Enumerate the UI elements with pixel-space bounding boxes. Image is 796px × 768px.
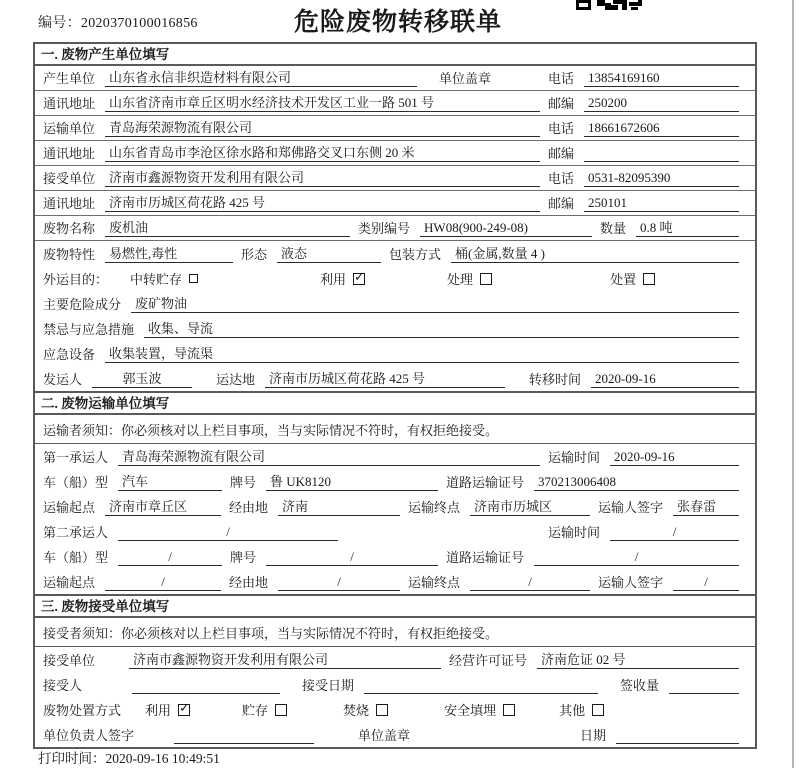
address-label: 通讯地址 [43, 146, 96, 161]
producer-address-field: 山东省济南市章丘区明水经济技术开发区工业一路 501 号 [105, 92, 540, 112]
quantity-field: 0.8 吨 [636, 217, 739, 237]
carrier-signature-label: 运输人签字 [598, 500, 664, 515]
carrier-signature-label: 运输人签字 [598, 575, 664, 590]
disposal-option-storage [242, 700, 287, 719]
form-state-field: 液态 [277, 243, 381, 263]
address-label: 通讯地址 [43, 196, 96, 211]
emergency-equipment-field: 收集装置，导流渠 [105, 343, 739, 363]
receiver-unit-label: 接受单位 [43, 171, 96, 186]
receiving-unit-label: 接受单位 [43, 653, 96, 668]
row-first-vehicle [35, 469, 755, 494]
row-receiver-unit [35, 166, 755, 191]
transporter-notice: 运输者须知：你必须核对以上栏目事项，当与实际情况不符时，有权拒绝接受。 [35, 415, 755, 444]
manager-signature-label: 单位负责人签字 [43, 728, 135, 743]
row-transporter-unit [35, 116, 755, 141]
packing-field: 桶(金属,数量 4 ) [451, 243, 739, 263]
date-label: 日期 [580, 728, 607, 743]
left-column [43, 142, 548, 162]
first-carrier-field: 青岛海荣源物流有限公司 [118, 446, 540, 466]
disposal-utilize-checkbox [178, 704, 190, 716]
disposal-option-other [559, 700, 604, 719]
first-vehicle-type-field: 汽车 [118, 471, 222, 491]
row-manager-signature [35, 722, 755, 747]
receiver-phone-field: 0531-82095390 [584, 170, 739, 187]
transfer-time-field: 2020-09-16 [591, 371, 739, 388]
waste-traits-label: 废物特性 [43, 247, 96, 262]
row-receiving-unit [35, 647, 755, 672]
receiver-person-field [132, 679, 280, 694]
left-column [43, 117, 548, 137]
purpose-option-dispose [610, 269, 655, 288]
qr-code-icon [576, 0, 642, 11]
waste-name-field: 废机油 [105, 217, 350, 237]
left-column [43, 167, 548, 187]
document-number-value: 2020370100016856 [80, 16, 198, 31]
second-endpoint-field: / [470, 574, 590, 591]
second-carrier-field: / [118, 524, 338, 541]
row-second-route [35, 569, 755, 594]
plate-number-label: 牌号 [230, 550, 257, 565]
second-road-permit-field: / [534, 549, 739, 566]
section-transporter [35, 391, 755, 594]
dispose-checkbox [643, 273, 655, 285]
phone-label: 电话 [548, 171, 575, 186]
disposal-option-landfill [444, 700, 515, 719]
main-hazard-field: 废矿物油 [131, 293, 739, 313]
quantity-label: 数量 [600, 221, 627, 236]
first-road-permit-field: 370213006408 [534, 474, 739, 491]
row-waste-traits [35, 241, 755, 266]
checkbox-label: 安全填埋 [444, 703, 497, 718]
section-producer [35, 44, 755, 391]
date-field [616, 729, 739, 744]
section2-title: 二. 废物运输单位填写 [35, 393, 755, 415]
second-vehicle-type-field: / [118, 549, 222, 566]
license-number-label: 经营许可证号 [449, 653, 528, 668]
producer-phone-field: 13854169160 [584, 70, 739, 87]
second-carrier-signature-field: / [673, 574, 739, 591]
transfer-purpose-label: 外运目的： [43, 272, 109, 287]
left-column [43, 446, 548, 466]
purpose-option-transfer-storage [130, 269, 198, 288]
first-via-field: 济南 [278, 496, 400, 516]
row-waste-name [35, 216, 755, 241]
zip-label: 邮编 [548, 146, 575, 161]
row-transfer-purpose [35, 266, 755, 291]
taboo-measures-label: 禁忌与应急措施 [43, 322, 135, 337]
print-time-label: 打印时间： [38, 751, 106, 766]
row-receiver-person [35, 672, 755, 697]
purpose-option-utilize [320, 269, 365, 288]
endpoint-label: 运输终点 [408, 500, 461, 515]
print-time-value: 2020-09-16 10:49:51 [105, 751, 220, 766]
left-column [43, 92, 548, 112]
receiver-notice: 接受者须知：你必须核对以上栏目事项，当与实际情况不符时，有权拒绝接受。 [35, 618, 755, 647]
unit-seal-label: 单位盖章 [439, 71, 492, 86]
second-origin-field: / [105, 574, 221, 591]
shipper-label: 发运人 [43, 372, 83, 387]
origin-label: 运输起点 [43, 575, 96, 590]
first-plate-number-field: 鲁 UK8120 [266, 471, 438, 491]
transfer-storage-checkbox [189, 274, 198, 283]
section1-title: 一. 废物产生单位填写 [35, 44, 755, 66]
vehicle-type-label: 车（船）型 [43, 550, 109, 565]
row-second-vehicle [35, 544, 755, 569]
transporter-unit-field: 青岛海荣源物流有限公司 [105, 117, 540, 137]
waste-traits-field: 易燃性,毒性 [105, 243, 233, 263]
row-producer-address [35, 91, 755, 116]
license-number-field: 济南危证 02 号 [537, 649, 739, 669]
checkbox-label: 利用 [145, 703, 172, 718]
row-producer-unit [35, 66, 755, 91]
category-code-label: 类别编号 [358, 221, 411, 236]
treat-checkbox [480, 273, 492, 285]
receiver-unit-field: 济南市鑫源物资开发利用有限公司 [105, 167, 540, 187]
receive-date-field [364, 679, 598, 694]
checkbox-label: 中转贮存 [130, 272, 183, 287]
transporter-zip-field [584, 147, 739, 162]
zip-label: 邮编 [548, 96, 575, 111]
first-endpoint-field: 济南市历城区 [470, 496, 590, 516]
plate-number-label: 牌号 [230, 475, 257, 490]
disposal-incinerate-checkbox [376, 704, 388, 716]
receiver-address-field: 济南市历城区荷花路 425 号 [105, 192, 540, 212]
origin-label: 运输起点 [43, 500, 96, 515]
row-taboo-measures [35, 316, 755, 341]
form-state-label: 形态 [241, 247, 268, 262]
row-first-route [35, 494, 755, 519]
row-transporter-address [35, 141, 755, 166]
producer-unit-label: 产生单位 [43, 71, 96, 86]
disposal-storage-checkbox [275, 704, 287, 716]
disposal-other-checkbox [592, 704, 604, 716]
first-carrier-label: 第一承运人 [43, 450, 109, 465]
road-permit-label: 道路运输证号 [446, 475, 525, 490]
producer-zip-field: 250200 [584, 95, 739, 112]
page-edge-line [792, 0, 794, 768]
utilize-checkbox [353, 273, 365, 285]
checkbox-label: 处理 [447, 272, 474, 287]
zip-label: 邮编 [548, 196, 575, 211]
via-label: 经由地 [229, 575, 269, 590]
row-main-hazard [35, 291, 755, 316]
receive-date-label: 接受日期 [302, 678, 355, 693]
row-second-carrier [35, 519, 755, 544]
signed-amount-label: 签收量 [620, 678, 660, 693]
page-title: 危险废物转移联单 [293, 9, 502, 36]
transport-time-label: 运输时间 [548, 525, 601, 540]
transporter-phone-field: 18661672606 [584, 120, 739, 137]
category-code-field: HW08(900-249-08) [420, 220, 592, 237]
receiver-zip-field: 250101 [584, 195, 739, 212]
second-carrier-label: 第二承运人 [43, 525, 109, 540]
checkbox-label: 贮存 [242, 703, 269, 718]
disposal-landfill-checkbox [503, 704, 515, 716]
disposal-option-utilize [145, 700, 190, 719]
producer-unit-field: 山东省永信非织造材料有限公司 [105, 67, 417, 87]
destination-field: 济南市历城区荷花路 425 号 [265, 368, 505, 388]
second-via-field: / [278, 574, 400, 591]
phone-label: 电话 [548, 71, 575, 86]
section-receiver [35, 594, 755, 747]
vehicle-type-label: 车（船）型 [43, 475, 109, 490]
packing-label: 包装方式 [389, 247, 442, 262]
section3-title: 三. 废物接受单位填写 [35, 596, 755, 618]
first-transport-time-field: 2020-09-16 [610, 449, 739, 466]
row-disposal-method [35, 697, 755, 722]
checkbox-label: 焚烧 [343, 703, 370, 718]
disposal-method-label: 废物处置方式 [43, 703, 122, 718]
endpoint-label: 运输终点 [408, 575, 461, 590]
signed-amount-field [669, 679, 739, 694]
row-emergency-equipment [35, 341, 755, 366]
second-transport-time-field: / [610, 524, 739, 541]
manifest-form [33, 42, 757, 749]
transport-time-label: 运输时间 [548, 450, 601, 465]
disposal-option-incinerate [343, 700, 388, 719]
checkbox-label: 其他 [559, 703, 586, 718]
shipper-field: 郭玉波 [92, 368, 192, 388]
second-plate-number-field: / [266, 549, 438, 566]
main-hazard-label: 主要危险成分 [43, 297, 122, 312]
checkbox-label: 处置 [610, 272, 637, 287]
left-column [43, 67, 548, 87]
document-number-label: 编号： [38, 16, 81, 31]
left-column [43, 522, 548, 541]
transporter-address-field: 山东省青岛市李沧区徐水路和郑佛路交叉口东侧 20 米 [105, 142, 540, 162]
receiving-unit-field: 济南市鑫源物资开发利用有限公司 [129, 649, 441, 669]
destination-label: 运达地 [216, 372, 256, 387]
phone-label: 电话 [548, 121, 575, 136]
address-label: 通讯地址 [43, 96, 96, 111]
transporter-unit-label: 运输单位 [43, 121, 96, 136]
purpose-option-treat [447, 269, 492, 288]
print-time [38, 747, 220, 767]
via-label: 经由地 [229, 500, 269, 515]
transfer-time-label: 转移时间 [529, 372, 582, 387]
left-column [43, 192, 548, 212]
row-receiver-address [35, 191, 755, 216]
road-permit-label: 道路运输证号 [446, 550, 525, 565]
emergency-equipment-label: 应急设备 [43, 347, 96, 362]
unit-seal-label: 单位盖章 [358, 728, 411, 743]
receiver-person-label: 接受人 [43, 678, 83, 693]
first-carrier-signature-field: 张春雷 [673, 496, 739, 516]
first-origin-field: 济南市章丘区 [105, 496, 221, 516]
row-first-carrier [35, 444, 755, 469]
waste-name-label: 废物名称 [43, 221, 96, 236]
checkbox-label: 利用 [320, 272, 347, 287]
manager-signature-field [174, 729, 314, 744]
taboo-measures-field: 收集、导流 [144, 318, 739, 338]
row-shipper [35, 366, 755, 391]
